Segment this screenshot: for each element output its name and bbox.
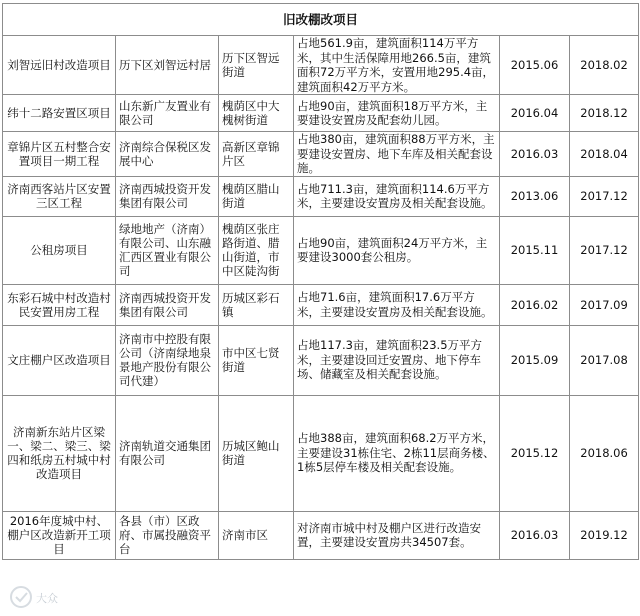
table-row bbox=[3, 325, 639, 395]
end-date-cell: 2017.12 bbox=[570, 216, 639, 284]
table-row bbox=[3, 395, 639, 511]
start-date-cell: 2015.09 bbox=[500, 325, 570, 395]
project-name-cell: 2016年度城中村、棚户区改造新开工项目 bbox=[3, 511, 116, 559]
end-date-cell: 2019.12 bbox=[570, 511, 639, 559]
project-name-cell: 文庄棚户区改造项目 bbox=[3, 325, 116, 395]
title-row bbox=[3, 4, 639, 36]
description-cell: 占地561.9亩，建筑面积114万平方米，其中生活保障用地266.5亩，建筑面积72万平方米，安置用地295.4亩，建筑面积42万平方米。 bbox=[294, 36, 500, 95]
watermark-text: 大众 bbox=[36, 592, 58, 605]
description-cell: 占地90亩，建筑面积24万平方米，主要建设3000套公租房。 bbox=[294, 216, 500, 284]
description-cell: 占地388亩，建筑面积68.2万平方米，主要建设31栋住宅、2栋11层商务楼、1栋5层停车楼及相关配套设施。 bbox=[294, 395, 500, 511]
project-name-cell: 济南新东站片区梁一、梁二、梁三、梁四和纸房五村城中村改造项目 bbox=[3, 395, 116, 511]
end-date-cell: 2017.12 bbox=[570, 176, 639, 216]
developer-cell: 济南西城投资开发集团有限公司 bbox=[116, 176, 219, 216]
location-cell: 高新区章锦片区 bbox=[219, 132, 294, 177]
table-body bbox=[3, 36, 639, 560]
location-cell: 济南市区 bbox=[219, 511, 294, 559]
project-name-cell: 公租房项目 bbox=[3, 216, 116, 284]
table-row bbox=[3, 176, 639, 216]
start-date-cell: 2016.04 bbox=[500, 95, 570, 132]
watermark bbox=[8, 583, 78, 611]
start-date-cell: 2016.03 bbox=[500, 132, 570, 177]
project-name-cell: 刘智远旧村改造项目 bbox=[3, 36, 116, 95]
developer-cell: 绿地地产（济南）有限公司、山东融汇西区置业有限公司 bbox=[116, 216, 219, 284]
table-row bbox=[3, 284, 639, 325]
end-date-cell: 2018.06 bbox=[570, 395, 639, 511]
table-row bbox=[3, 95, 639, 132]
start-date-cell: 2016.02 bbox=[500, 284, 570, 325]
location-cell: 槐荫区张庄路街道、腊山街道，市中区陡沟街 bbox=[219, 216, 294, 284]
description-cell: 占地117.3亩，建筑面积23.5万平方米，主要建设回迁安置房、地下停车场、储藏室及相关配套设施。 bbox=[294, 325, 500, 395]
end-date-cell: 2018.12 bbox=[570, 95, 639, 132]
start-date-cell: 2015.12 bbox=[500, 395, 570, 511]
end-date-cell: 2018.04 bbox=[570, 132, 639, 177]
location-cell: 槐荫区中大槐树街道 bbox=[219, 95, 294, 132]
project-name-cell: 章锦片区五村整合安置项目一期工程 bbox=[3, 132, 116, 177]
location-cell: 历下区智远街道 bbox=[219, 36, 294, 95]
developer-cell: 历下区刘智远村居 bbox=[116, 36, 219, 95]
developer-cell: 山东新广友置业有限公司 bbox=[116, 95, 219, 132]
developer-cell: 各县（市）区政府、市属投融资平台 bbox=[116, 511, 219, 559]
project-name-cell: 纬十二路安置区项目 bbox=[3, 95, 116, 132]
description-cell: 占地90亩，建筑面积18万平方米，主要建设安置房及配套幼儿园。 bbox=[294, 95, 500, 132]
developer-cell: 济南市中控股有限公司（济南绿地泉景地产股份有限公司代建） bbox=[116, 325, 219, 395]
developer-cell: 济南西城投资开发集团有限公司 bbox=[116, 284, 219, 325]
table-row bbox=[3, 36, 639, 95]
watermark-logo-icon bbox=[8, 583, 36, 611]
start-date-cell: 2013.06 bbox=[500, 176, 570, 216]
description-cell: 占地380亩，建筑面积88万平方米，主要建设安置房、地下车库及相关配套设施。 bbox=[294, 132, 500, 177]
table-row bbox=[3, 132, 639, 177]
project-name-cell: 东彩石城中村改造村民安置用房工程 bbox=[3, 284, 116, 325]
developer-cell: 济南轨道交通集团有限公司 bbox=[116, 395, 219, 511]
developer-cell: 济南综合保税区发展中心 bbox=[116, 132, 219, 177]
location-cell: 历城区鲍山街道 bbox=[219, 395, 294, 511]
end-date-cell: 2017.09 bbox=[570, 284, 639, 325]
table-row bbox=[3, 216, 639, 284]
end-date-cell: 2018.02 bbox=[570, 36, 639, 95]
location-cell: 历城区彩石镇 bbox=[219, 284, 294, 325]
location-cell: 市中区七贤街道 bbox=[219, 325, 294, 395]
start-date-cell: 2016.03 bbox=[500, 511, 570, 559]
project-name-cell: 济南西客站片区安置三区工程 bbox=[3, 176, 116, 216]
table-title: 旧改棚改项目 bbox=[3, 4, 639, 36]
description-cell: 占地71.6亩，建筑面积17.6万平方米，主要建设安置房及相关配套设施。 bbox=[294, 284, 500, 325]
description-cell: 对济南市城中村及棚户区进行改造安置，主要建设安置房共34507套。 bbox=[294, 511, 500, 559]
start-date-cell: 2015.06 bbox=[500, 36, 570, 95]
start-date-cell: 2015.11 bbox=[500, 216, 570, 284]
project-table bbox=[2, 3, 639, 560]
end-date-cell: 2017.08 bbox=[570, 325, 639, 395]
description-cell: 占地711.3亩，建筑面积114.6万平方米，主要建设安置房及相关配套设施。 bbox=[294, 176, 500, 216]
table-row bbox=[3, 511, 639, 559]
location-cell: 槐荫区腊山街道 bbox=[219, 176, 294, 216]
